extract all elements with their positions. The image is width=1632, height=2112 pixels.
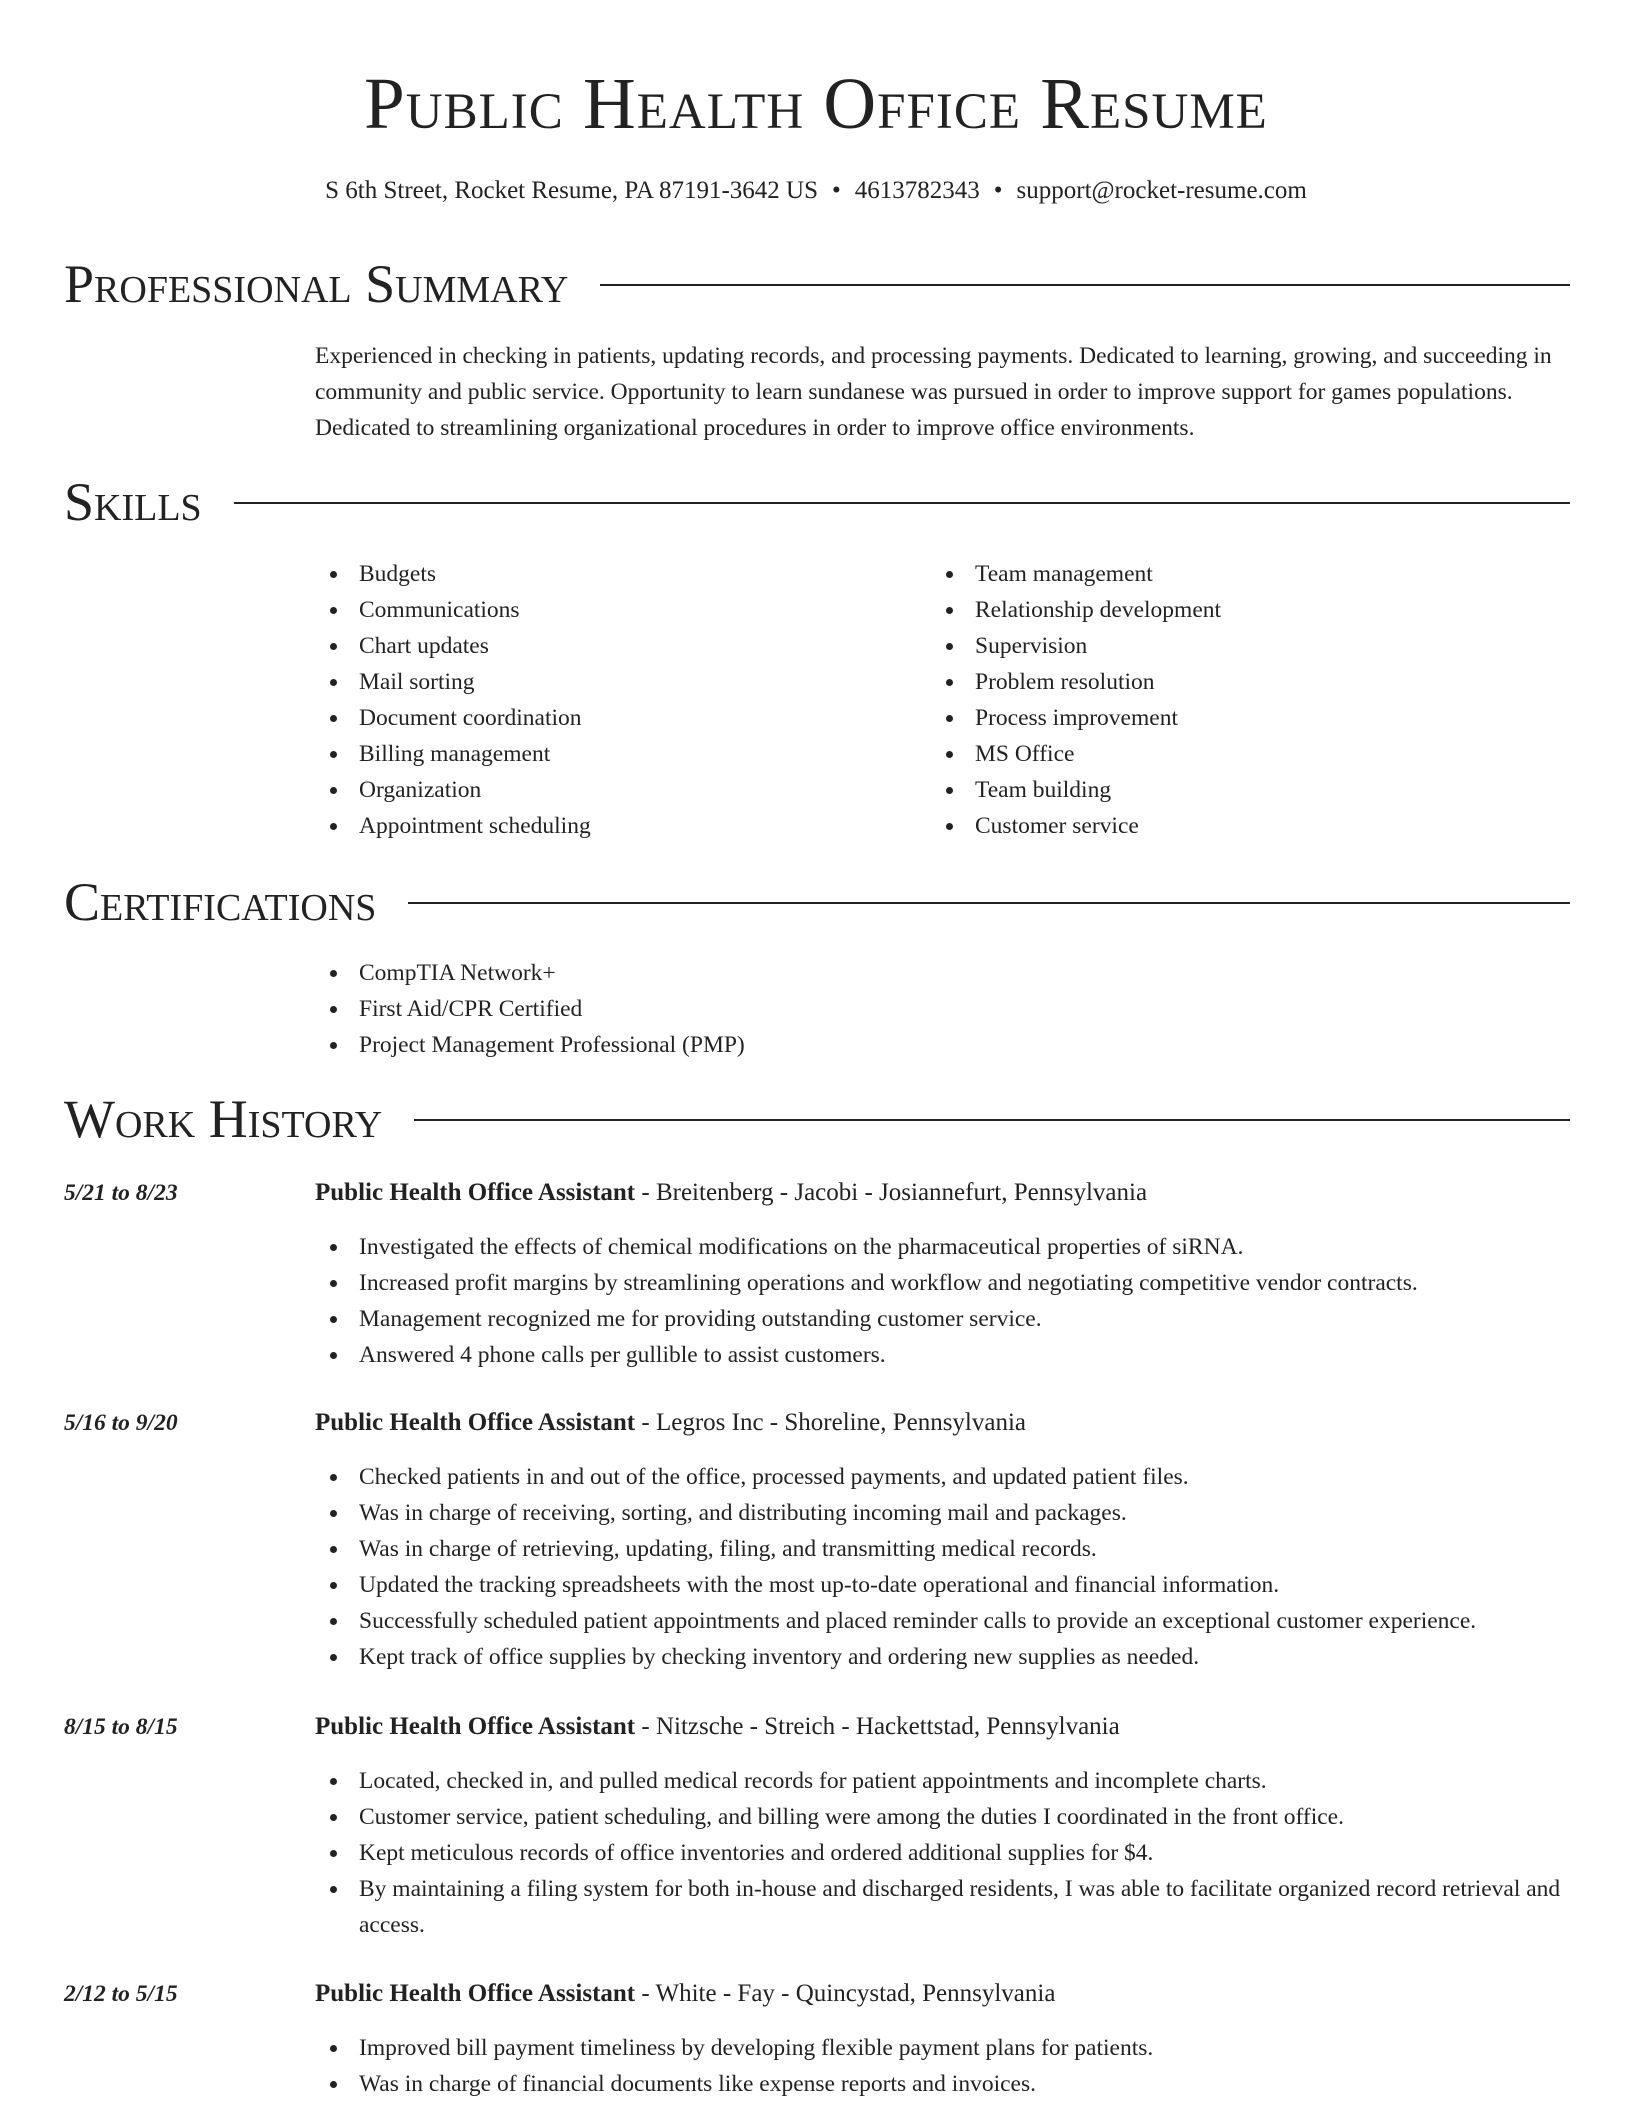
job-dates: 5/16 to 9/20	[64, 1410, 178, 1436]
section-divider	[408, 902, 1570, 904]
skill-item: Customer service	[931, 808, 1531, 844]
skill-item: Problem resolution	[931, 664, 1531, 700]
skill-item: Team building	[931, 772, 1531, 808]
skills-list-right	[931, 556, 1531, 844]
job-duty: Located, checked in, and pulled medical records for patient appointments and incomplete charts.	[315, 1763, 1575, 1799]
job-duties-list	[315, 1763, 1575, 1943]
section-divider	[600, 284, 1570, 286]
skill-item: Process improvement	[931, 700, 1531, 736]
job-duty: Kept track of office supplies by checking inventory and ordering new supplies as needed.	[315, 1639, 1575, 1675]
skills-list-left	[315, 556, 915, 844]
job-dates: 5/21 to 8/23	[64, 1180, 178, 1206]
skill-item: Mail sorting	[315, 664, 915, 700]
section-header-work-history	[64, 1087, 1570, 1151]
job-header	[315, 1175, 1147, 1211]
section-title-work-history: Work History	[64, 1089, 383, 1149]
job-duty: Customer service, patient scheduling, and billing were among the duties I coordinated in the front office.	[315, 1799, 1575, 1835]
skill-item: Budgets	[315, 556, 915, 592]
skill-item: Chart updates	[315, 628, 915, 664]
job-duty: Improved bill payment timeliness by developing flexible payment plans for patients.	[315, 2030, 1575, 2066]
contact-email: support@rocket-resume.com	[1016, 177, 1307, 204]
job-title: Public Health Office Assistant	[315, 1713, 636, 1740]
job-header	[315, 1976, 1055, 2012]
skill-item: Relationship development	[931, 592, 1531, 628]
certification-item: Project Management Professional (PMP)	[315, 1027, 1515, 1063]
job-duty: Was in charge of financial documents like expense reports and invoices.	[315, 2066, 1575, 2102]
contact-separator: •	[832, 177, 841, 204]
job-company: - White - Fay - Quincystad, Pennsylvania	[635, 1980, 1056, 2007]
job-duty: Increased profit margins by streamlining operations and workflow and negotiating competitive vendor contracts.	[315, 1265, 1575, 1301]
skill-item: Team management	[931, 556, 1531, 592]
contact-address: S 6th Street, Rocket Resume, PA 87191-3642 US	[325, 177, 818, 204]
skill-item: Appointment scheduling	[315, 808, 915, 844]
job-duty: Answered 4 phone calls per gullible to assist customers.	[315, 1337, 1575, 1373]
skill-item: Billing management	[315, 736, 915, 772]
job-duty: Investigated the effects of chemical modifications on the pharmaceutical properties of siRNA.	[315, 1229, 1575, 1265]
section-title-summary: Professional Summary	[64, 254, 569, 314]
section-header-skills	[64, 470, 1570, 534]
resume-title: Public Health Office Resume	[364, 63, 1268, 144]
certification-item: CompTIA Network+	[315, 955, 1515, 991]
job-company: - Nitzsche - Streich - Hackettstad, Pennsylvania	[635, 1713, 1120, 1740]
job-duty: By maintaining a filing system for both in-house and discharged residents, I was able to facilitate organized record retrieval and access.	[315, 1871, 1575, 1943]
summary-text: Experienced in checking in patients, updating records, and processing payments. Dedicated to learning, growing, and succeeding in community and public service. Opportunity to learn sundanese was pursued in order to improve support for games populations. Dedicated to streamlining organizational procedures in order to improve office environments.	[315, 343, 1552, 441]
job-dates: 2/12 to 5/15	[64, 1981, 178, 2007]
certification-item: First Aid/CPR Certified	[315, 991, 1515, 1027]
contact-phone: 4613782343	[854, 177, 980, 204]
job-duty: Was in charge of receiving, sorting, and distributing incoming mail and packages.	[315, 1495, 1575, 1531]
job-duty: Kept meticulous records of office inventories and ordered additional supplies for $4.	[315, 1835, 1575, 1871]
section-header-certifications	[64, 870, 1570, 934]
job-duty: Updated the tracking spreadsheets with the most up-to-date operational and financial information.	[315, 1567, 1575, 1603]
contact-line	[0, 174, 1632, 208]
skill-item: MS Office	[931, 736, 1531, 772]
job-company: - Breitenberg - Jacobi - Josiannefurt, Pennsylvania	[635, 1179, 1148, 1206]
job-duties-list	[315, 1229, 1575, 1373]
job-header	[315, 1709, 1120, 1745]
section-title-skills: Skills	[64, 472, 202, 532]
certifications-list	[315, 955, 1515, 1063]
section-divider	[234, 502, 1570, 504]
job-duties-list	[315, 1459, 1575, 1675]
section-divider	[414, 1119, 1570, 1121]
job-title: Public Health Office Assistant	[315, 1409, 636, 1436]
job-duty: Checked patients in and out of the office, processed payments, and updated patient files.	[315, 1459, 1575, 1495]
skill-item: Communications	[315, 592, 915, 628]
section-header-summary	[64, 252, 1570, 316]
job-duty: Successfully scheduled patient appointments and placed reminder calls to provide an exceptional customer experience.	[315, 1603, 1575, 1639]
skill-item: Supervision	[931, 628, 1531, 664]
job-duty: Management recognized me for providing outstanding customer service.	[315, 1301, 1575, 1337]
job-title: Public Health Office Assistant	[315, 1980, 636, 2007]
job-company: - Legros Inc - Shoreline, Pennsylvania	[635, 1409, 1027, 1436]
job-dates: 8/15 to 8/15	[64, 1714, 178, 1740]
job-duties-list	[315, 2030, 1575, 2102]
section-title-certifications: Certifications	[64, 872, 377, 932]
job-duty: Was in charge of retrieving, updating, filing, and transmitting medical records.	[315, 1531, 1575, 1567]
contact-separator: •	[993, 177, 1003, 204]
job-header	[315, 1405, 1026, 1441]
skill-item: Document coordination	[315, 700, 915, 736]
job-title: Public Health Office Assistant	[315, 1179, 636, 1206]
skill-item: Organization	[315, 772, 915, 808]
